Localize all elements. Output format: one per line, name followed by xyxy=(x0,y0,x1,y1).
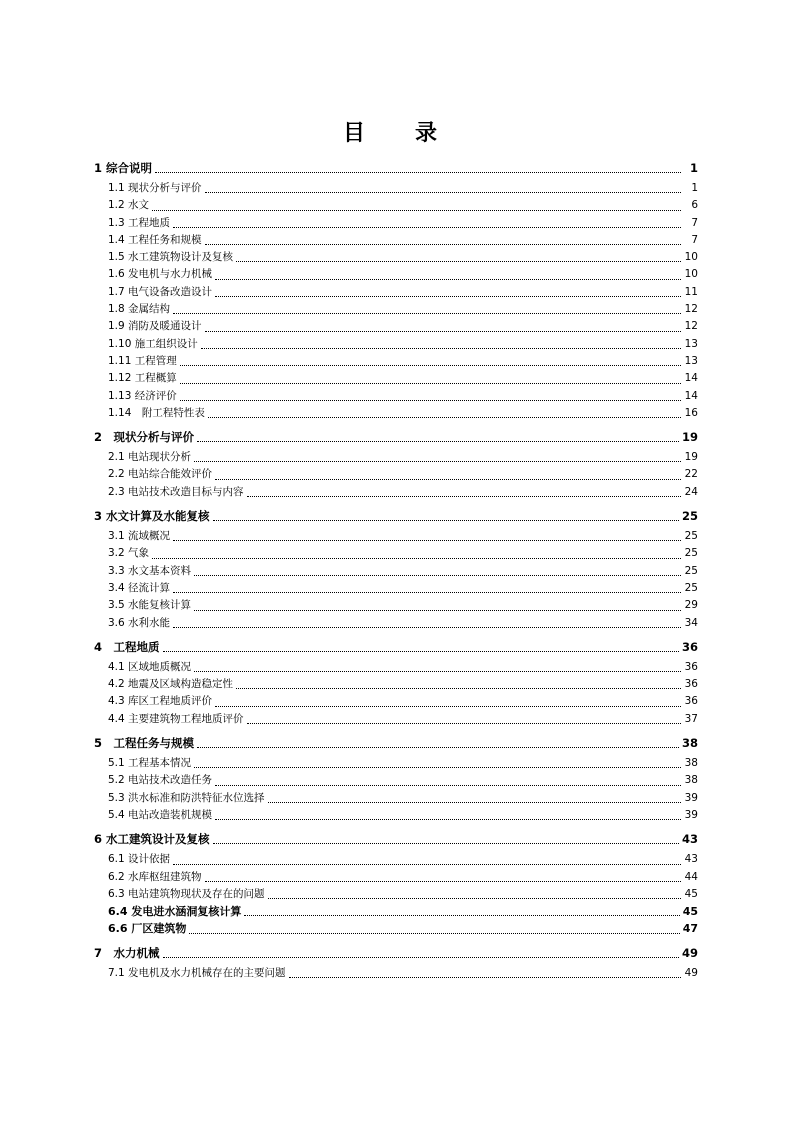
toc-entry-page-number: 7 xyxy=(691,216,698,229)
toc-chapter-entry[interactable] xyxy=(94,160,698,177)
toc-section-entry[interactable] xyxy=(94,597,698,614)
toc-entry-label: 1.11 工程管理 xyxy=(108,354,177,367)
table-of-contents xyxy=(94,160,698,982)
dot-leader xyxy=(197,440,679,442)
toc-entry-label: 1.1 现状分析与评价 xyxy=(108,182,202,194)
toc-entry-label: 5 工程任务与规模 xyxy=(94,736,195,751)
toc-section-entry[interactable] xyxy=(94,405,698,422)
dot-leader xyxy=(180,382,681,384)
toc-section-entry[interactable] xyxy=(94,449,698,466)
toc-section-entry[interactable] xyxy=(94,563,698,580)
dot-leader xyxy=(180,399,681,401)
toc-section-entry[interactable] xyxy=(94,318,698,335)
dot-leader xyxy=(194,766,681,768)
toc-section-entry[interactable] xyxy=(94,249,698,266)
toc-section-entry[interactable] xyxy=(94,580,698,597)
toc-entry-page-number: 36 xyxy=(684,695,698,708)
toc-entry-label: 5.3 洪水标准和防洪特征水位选择 xyxy=(108,791,265,804)
toc-entry-page-number: 10 xyxy=(684,251,698,264)
toc-entry-page-number: 22 xyxy=(684,468,698,481)
toc-entry-page-number: 12 xyxy=(684,303,698,316)
toc-entry-label: 3 水文计算及水能复核 xyxy=(94,509,210,524)
toc-entry-label: 1.5 水工建筑物设计及复核 xyxy=(108,251,234,264)
toc-entry-page-number: 44 xyxy=(684,870,698,883)
toc-entry-label: 1.4 工程任务和规模 xyxy=(108,233,202,246)
toc-section-entry[interactable] xyxy=(94,301,698,318)
dot-leader xyxy=(152,557,681,559)
dot-leader xyxy=(215,295,681,297)
dot-leader xyxy=(215,278,681,280)
toc-section-entry[interactable] xyxy=(94,284,698,301)
toc-section-entry[interactable] xyxy=(94,886,698,903)
toc-section-entry[interactable] xyxy=(94,615,698,632)
dot-leader xyxy=(247,722,681,724)
toc-entry-label: 1.3 工程地质 xyxy=(108,216,171,229)
dot-leader xyxy=(213,519,679,521)
toc-entry-label: 6.3 电站建筑物现状及存在的问题 xyxy=(108,887,265,900)
toc-entry-page-number: 38 xyxy=(681,736,698,751)
toc-section-entry[interactable] xyxy=(94,370,698,387)
toc-entry-page-number: 25 xyxy=(684,564,698,577)
toc-section-entry[interactable] xyxy=(94,903,698,920)
toc-entry-page-number: 14 xyxy=(684,389,698,402)
toc-entry-page-number: 37 xyxy=(684,712,698,725)
dot-leader xyxy=(215,705,681,707)
dot-leader xyxy=(215,818,681,820)
dot-leader xyxy=(289,976,681,978)
toc-entry-label: 2.2 电站综合能效评价 xyxy=(108,468,213,481)
toc-section-entry[interactable] xyxy=(94,869,698,886)
page-title: 目 录 xyxy=(342,120,451,146)
toc-section-entry[interactable] xyxy=(94,659,698,676)
toc-section-entry[interactable] xyxy=(94,965,698,982)
dot-leader xyxy=(173,863,681,865)
dot-leader xyxy=(205,243,681,245)
toc-section-entry[interactable] xyxy=(94,266,698,283)
dot-leader xyxy=(247,495,681,497)
dot-leader xyxy=(173,226,681,228)
dot-leader xyxy=(205,330,681,332)
dot-leader xyxy=(197,746,679,748)
toc-entry-label: 3.4 径流计算 xyxy=(108,581,171,594)
toc-entry-label: 4.4 主要建筑物工程地质评价 xyxy=(108,712,244,725)
dot-leader xyxy=(244,914,679,916)
dot-leader xyxy=(215,784,681,786)
toc-entry-page-number: 49 xyxy=(684,966,698,979)
toc-entry-label: 3.3 水文基本资料 xyxy=(108,564,192,577)
dot-leader xyxy=(163,956,679,958)
toc-section-entry[interactable] xyxy=(94,755,698,772)
toc-entry-label: 4.3 库区工程地质评价 xyxy=(108,695,213,708)
toc-entry-page-number: 36 xyxy=(684,660,698,673)
toc-section-entry[interactable] xyxy=(94,851,698,868)
toc-entry-label: 6.6 厂区建筑物 xyxy=(108,922,187,936)
toc-entry-page-number: 39 xyxy=(684,808,698,821)
toc-entry-page-number: 1 xyxy=(689,161,698,175)
toc-entry-page-number: 11 xyxy=(684,285,698,298)
toc-entry-page-number: 13 xyxy=(684,337,698,350)
toc-chapter-entry[interactable] xyxy=(94,429,698,446)
toc-entry-page-number: 29 xyxy=(684,599,698,612)
toc-entry-label: 3.2 气象 xyxy=(108,547,150,560)
toc-entry-page-number: 25 xyxy=(684,547,698,560)
toc-entry-page-number: 49 xyxy=(681,945,698,960)
toc-section-entry[interactable] xyxy=(94,466,698,483)
toc-section-entry[interactable] xyxy=(94,790,698,807)
toc-chapter-entry[interactable] xyxy=(94,735,698,752)
dot-leader xyxy=(194,670,681,672)
toc-entry-label: 1.2 水文 xyxy=(108,199,150,212)
toc-entry-page-number: 1 xyxy=(691,182,698,194)
toc-entry-page-number: 38 xyxy=(684,757,698,770)
toc-entry-label: 1.7 电气设备改造设计 xyxy=(108,285,213,298)
toc-entry-label: 1.10 施工组织设计 xyxy=(108,337,198,350)
toc-entry-page-number: 19 xyxy=(681,430,698,445)
dot-leader xyxy=(236,260,681,262)
toc-entry-label: 7.1 发电机及水力机械存在的主要问题 xyxy=(108,966,286,979)
dot-leader xyxy=(236,687,681,689)
toc-entry-page-number: 7 xyxy=(691,233,698,246)
toc-chapter-entry[interactable] xyxy=(94,508,698,525)
toc-section-entry[interactable] xyxy=(94,336,698,353)
toc-section-entry[interactable] xyxy=(94,197,698,214)
toc-entry-label: 7 水力机械 xyxy=(94,945,160,960)
toc-section-entry[interactable] xyxy=(94,353,698,370)
dot-leader xyxy=(173,539,681,541)
dot-leader xyxy=(208,416,681,418)
toc-section-entry[interactable] xyxy=(94,772,698,789)
toc-section-entry[interactable] xyxy=(94,388,698,405)
dot-leader xyxy=(173,312,681,314)
toc-entry-page-number: 36 xyxy=(684,678,698,691)
dot-leader xyxy=(205,880,681,882)
dot-leader xyxy=(268,897,681,899)
toc-section-entry[interactable] xyxy=(94,807,698,824)
toc-section-entry[interactable] xyxy=(94,693,698,710)
toc-section-entry[interactable] xyxy=(94,920,698,937)
toc-entry-page-number: 43 xyxy=(681,832,698,847)
toc-entry-label: 1.14 附工程特性表 xyxy=(108,406,205,419)
toc-entry-page-number: 25 xyxy=(684,530,698,543)
toc-entry-page-number: 25 xyxy=(681,509,698,524)
toc-entry-page-number: 12 xyxy=(684,320,698,333)
toc-entry-label: 2.3 电站技术改造目标与内容 xyxy=(108,485,244,498)
toc-section-entry[interactable] xyxy=(94,232,698,249)
toc-entry-page-number: 10 xyxy=(684,268,698,281)
toc-entry-page-number: 43 xyxy=(684,853,698,866)
toc-chapter-entry[interactable] xyxy=(94,639,698,656)
toc-entry-label: 3.6 水利水能 xyxy=(108,616,171,629)
toc-entry-page-number: 47 xyxy=(682,922,698,936)
toc-entry-label: 3.5 水能复核计算 xyxy=(108,599,192,612)
dot-leader xyxy=(180,364,681,366)
toc-section-entry[interactable] xyxy=(94,180,698,197)
toc-entry-label: 4.2 地震及区域构造稳定性 xyxy=(108,678,234,691)
toc-entry-label: 5.4 电站改造装机规模 xyxy=(108,808,213,821)
toc-section-entry[interactable] xyxy=(94,676,698,693)
toc-entry-label: 5.1 工程基本情况 xyxy=(108,757,192,770)
toc-entry-label: 6.1 设计依据 xyxy=(108,853,171,866)
toc-entry-page-number: 24 xyxy=(684,485,698,498)
toc-entry-page-number: 45 xyxy=(684,887,698,900)
dot-leader xyxy=(268,801,681,803)
dot-leader xyxy=(194,574,681,576)
toc-entry-page-number: 19 xyxy=(684,451,698,464)
toc-entry-page-number: 38 xyxy=(684,774,698,787)
toc-entry-label: 2.1 电站现状分析 xyxy=(108,451,192,464)
toc-entry-page-number: 45 xyxy=(682,905,698,919)
toc-entry-label: 4 工程地质 xyxy=(94,639,160,654)
toc-entry-label: 1.9 消防及暖通设计 xyxy=(108,320,202,333)
toc-section-entry[interactable] xyxy=(94,215,698,232)
toc-entry-label: 6 水工建筑设计及复核 xyxy=(94,832,210,847)
dot-leader xyxy=(163,650,679,652)
toc-entry-label: 4.1 区域地质概况 xyxy=(108,660,192,673)
toc-entry-page-number: 13 xyxy=(684,354,698,367)
toc-section-entry[interactable] xyxy=(94,545,698,562)
toc-entry-label: 1.8 金属结构 xyxy=(108,303,171,316)
dot-leader xyxy=(213,842,679,844)
dot-leader xyxy=(155,171,681,173)
toc-entry-label: 1 综合说明 xyxy=(94,161,153,175)
toc-entry-page-number: 6 xyxy=(691,199,698,212)
toc-entry-page-number: 14 xyxy=(684,372,698,385)
dot-leader xyxy=(194,609,681,611)
toc-entry-label: 5.2 电站技术改造任务 xyxy=(108,774,213,787)
dot-leader xyxy=(194,460,681,462)
toc-entry-label: 2 现状分析与评价 xyxy=(94,430,195,445)
toc-section-entry[interactable] xyxy=(94,528,698,545)
toc-entry-label: 3.1 流域概况 xyxy=(108,530,171,543)
toc-entry-page-number: 36 xyxy=(681,639,698,654)
toc-entry-label: 1.6 发电机与水力机械 xyxy=(108,268,213,281)
toc-chapter-entry[interactable] xyxy=(94,945,698,962)
toc-entry-page-number: 34 xyxy=(684,616,698,629)
dot-leader xyxy=(173,591,681,593)
toc-entry-label: 1.12 工程概算 xyxy=(108,372,177,385)
toc-entry-page-number: 39 xyxy=(684,791,698,804)
dot-leader xyxy=(205,191,681,193)
toc-section-entry[interactable] xyxy=(94,484,698,501)
toc-entry-page-number: 25 xyxy=(684,581,698,594)
toc-chapter-entry[interactable] xyxy=(94,831,698,848)
toc-entry-page-number: 16 xyxy=(684,406,698,419)
toc-entry-label: 1.13 经济评价 xyxy=(108,389,177,402)
dot-leader xyxy=(201,347,681,349)
dot-leader xyxy=(215,478,681,480)
dot-leader xyxy=(173,626,681,628)
dot-leader xyxy=(189,932,679,934)
dot-leader xyxy=(152,209,681,211)
toc-entry-label: 6.4 发电进水涵洞复核计算 xyxy=(108,905,242,919)
toc-section-entry[interactable] xyxy=(94,711,698,728)
toc-entry-label: 6.2 水库枢纽建筑物 xyxy=(108,870,202,883)
